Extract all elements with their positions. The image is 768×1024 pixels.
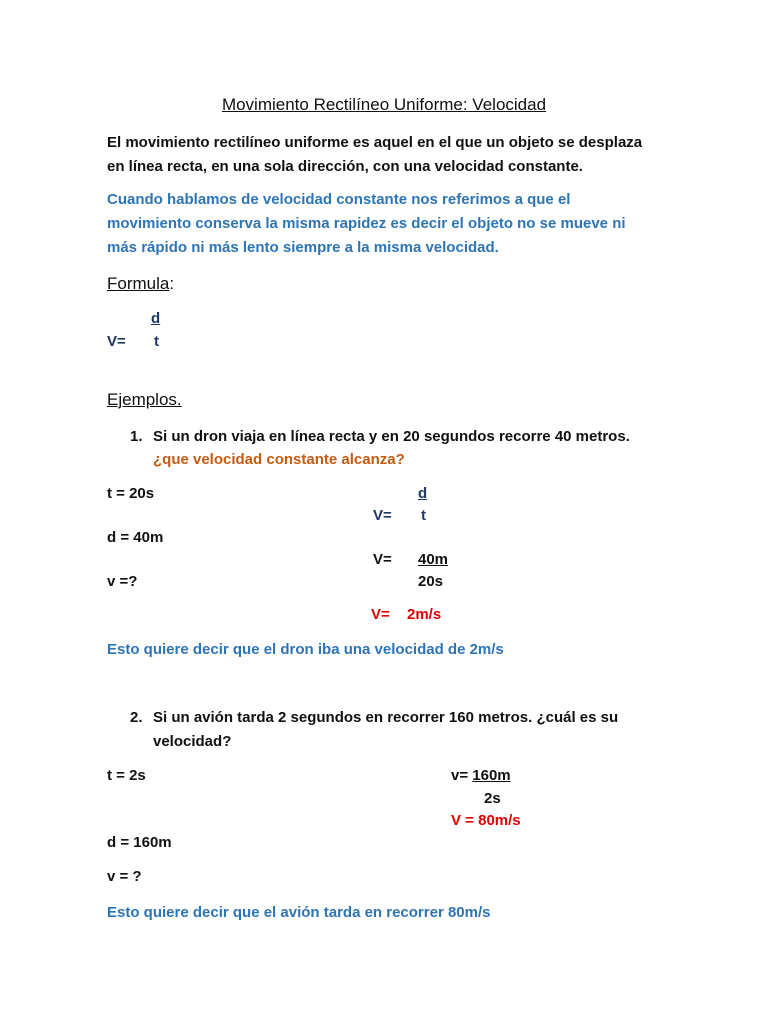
example-2-substitution-numerator: 160m xyxy=(472,767,511,784)
example-1-substitution-denominator: 20s xyxy=(418,573,444,590)
example-2-conclusion: Esto quiere decir que el avión tarda en recorrer 80m/s xyxy=(107,904,491,921)
example-1-subquestion: ¿que velocidad constante alcanza? xyxy=(153,451,405,468)
example-1-given-t: t = 20s xyxy=(107,485,155,502)
example-2-number: 2. xyxy=(130,709,143,726)
formula-lhs: V= xyxy=(107,333,126,350)
note-line-3: más rápido ni más lento siempre a la misma velocidad. xyxy=(107,239,499,256)
example-2-given-v: v = ? xyxy=(107,868,142,885)
example-1-result-lhs: V= xyxy=(371,606,390,623)
intro-line-2: en línea recta, en una sola dirección, con una velocidad constante. xyxy=(107,158,583,175)
example-2-substitution-lhs: v= xyxy=(451,767,469,784)
formula-heading-text: Formula xyxy=(107,274,170,293)
formula-heading-colon: : xyxy=(169,274,175,293)
note-line-2: movimiento conserva la misma rapidez es decir el objeto no se mueve ni xyxy=(107,215,626,232)
example-2-question-line-1: Si un avión tarda 2 segundos en recorrer 160 metros. ¿cuál es su xyxy=(153,709,619,726)
example-1-formula-lhs: V= xyxy=(373,507,392,524)
example-1-substitution-numerator: 40m xyxy=(418,551,449,568)
example-2-given-d: d = 160m xyxy=(107,834,172,851)
example-1-substitution-lhs: V= xyxy=(373,551,392,568)
example-2-result: V = 80m/s xyxy=(451,812,521,829)
example-1-formula-denominator: t xyxy=(421,507,426,524)
intro-line-1: El movimiento rectilíneo uniforme es aquel en el que un objeto se desplaza xyxy=(107,134,643,151)
example-1-conclusion: Esto quiere decir que el dron iba una velocidad de 2m/s xyxy=(107,641,504,658)
formula-denominator: t xyxy=(154,333,159,350)
example-1-formula-numerator: d xyxy=(418,485,428,502)
example-2-substitution xyxy=(451,766,511,786)
examples-heading: Ejemplos. xyxy=(107,390,182,409)
example-1-question: Si un dron viaja en línea recta y en 20 segundos recorre 40 metros. xyxy=(153,428,630,445)
example-2-given-t: t = 2s xyxy=(107,767,146,784)
formula-heading xyxy=(107,274,174,294)
page-title: Movimiento Rectilíneo Uniforme: Velocidad xyxy=(221,95,547,114)
note-line-1: Cuando hablamos de velocidad constante nos referimos a que el xyxy=(107,191,571,208)
example-1-given-d: d = 40m xyxy=(107,529,164,546)
formula-numerator: d xyxy=(151,310,161,327)
example-2-substitution-denominator: 2s xyxy=(484,790,501,807)
example-1-given-v: v =? xyxy=(107,573,138,590)
example-1-result-value: 2m/s xyxy=(407,606,442,623)
example-2-question-line-2: velocidad? xyxy=(153,733,232,750)
example-1-number: 1. xyxy=(130,428,143,445)
